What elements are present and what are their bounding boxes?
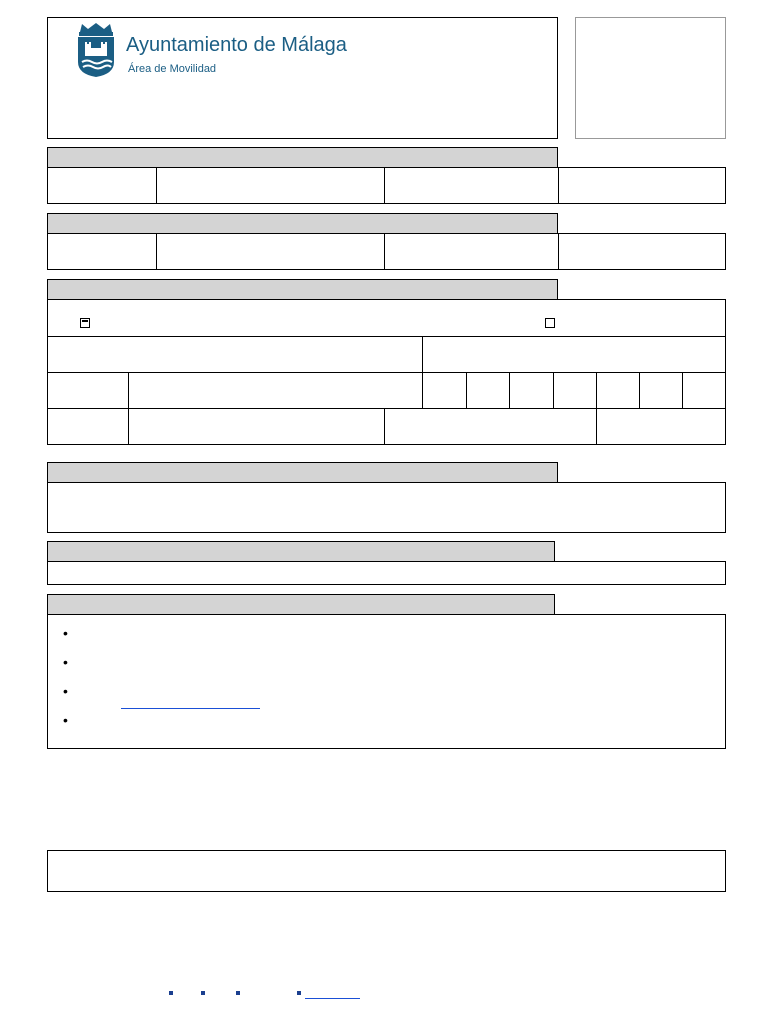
note-bullet: • <box>63 625 68 641</box>
section-3-fields <box>47 299 726 445</box>
section-1-fields <box>47 167 726 204</box>
note-bullet: • <box>63 712 68 728</box>
footer-dot <box>169 991 173 995</box>
section-5-bar <box>47 541 555 562</box>
section-6-bar <box>47 594 555 615</box>
section-5-field[interactable] <box>47 561 726 585</box>
footer-dot <box>236 991 240 995</box>
section-1-bar <box>47 147 558 168</box>
section-4-bar <box>47 462 558 483</box>
section-3-bar <box>47 279 558 300</box>
department-name: Área de Movilidad <box>128 63 217 75</box>
section-4-field[interactable] <box>47 482 726 533</box>
section-2-fields <box>47 233 726 270</box>
organization-name: Ayuntamiento de Málaga <box>126 34 347 56</box>
city-coat-of-arms-icon <box>74 22 118 78</box>
footer-dot <box>201 991 205 995</box>
option-checkbox-2[interactable] <box>545 318 555 328</box>
footer-link[interactable] <box>305 998 360 999</box>
footer-dot <box>297 991 301 995</box>
note-bullet: • <box>63 683 68 699</box>
signature-box[interactable] <box>47 850 726 892</box>
section-2-bar <box>47 213 558 234</box>
notes-box <box>47 614 726 749</box>
note-link[interactable] <box>121 708 260 709</box>
photo-box[interactable] <box>575 17 726 139</box>
option-checkbox-1[interactable] <box>80 318 90 328</box>
note-bullet: • <box>63 654 68 670</box>
